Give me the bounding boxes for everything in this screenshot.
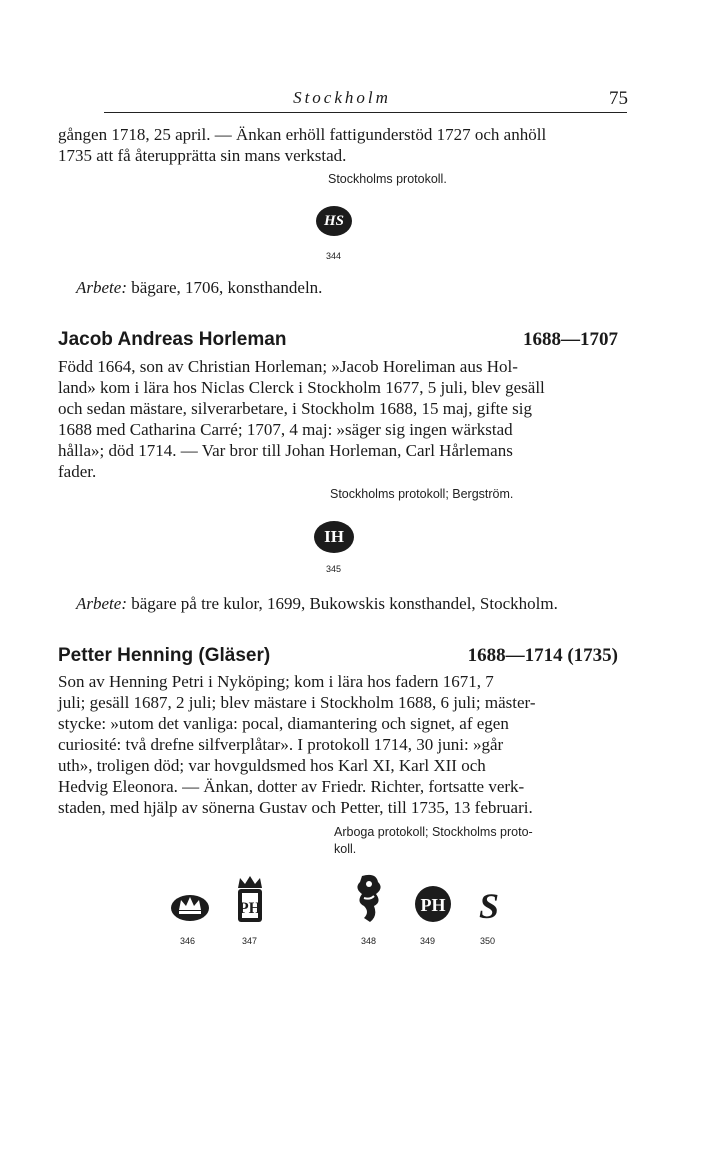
mark-number: 346 <box>180 936 196 946</box>
lion-hallmark-icon <box>352 872 386 926</box>
entry-years: 1688—1714 (1735) <box>467 645 618 666</box>
work-label: Arbete: <box>76 278 127 297</box>
horleman-paragraph <box>58 356 618 482</box>
running-head: Stockholm <box>293 88 391 107</box>
crown-hallmark-icon <box>170 888 210 922</box>
hallmark-344-icon: HS <box>316 206 352 236</box>
para-line: Född 1664, son av Christian Horleman; »Jacob Horeliman aus Hol- <box>58 357 518 376</box>
script-s-hallmark-icon <box>474 884 504 926</box>
para-line: Hedvig Eleonora. — Änkan, dotter av Friedr. Richter, fortsatte verk- <box>58 777 525 796</box>
svg-text:PH: PH <box>238 900 262 917</box>
entry-heading-horleman <box>58 329 618 351</box>
horleman-work <box>76 594 558 614</box>
para-line: land» kom i lära hos Niclas Clerck i Stockholm 1677, 5 juli, blev gesäll <box>58 378 545 397</box>
henning-source-line1: Arboga protokoll; Stockholms proto- <box>334 825 533 839</box>
entry-name: Petter Henning (Gläser) <box>58 645 271 666</box>
page-number: 75 <box>609 88 628 109</box>
intro-paragraph <box>58 124 618 166</box>
intro-source: Stockholms protokoll. <box>328 172 447 186</box>
work-text: bägare, 1706, konsthandeln. <box>126 278 323 297</box>
mark-number: 349 <box>420 936 436 946</box>
crowned-ph-hallmark-icon <box>232 874 268 924</box>
ph-circle-hallmark-icon <box>414 884 452 924</box>
mark-number: 344 <box>326 251 342 261</box>
para-line: juli; gesäll 1687, 2 juli; blev mästare i Stockholm 1688, 6 juli; mäster- <box>58 693 536 712</box>
henning-paragraph <box>58 671 618 818</box>
para-line: curiosité: två drefne silfverplåtar». I protokoll 1714, 30 juni: »går <box>58 735 504 754</box>
intro-line: gången 1718, 25 april. — Änkan erhöll fattigunderstöd 1727 och anhöll <box>58 125 547 144</box>
mark-number: 348 <box>361 936 377 946</box>
para-line: 1688 med Catharina Carré; 1707, 4 maj: »säger sig ingen wärkstad <box>58 420 513 439</box>
para-line: staden, med hjälp av sönerna Gustav och Petter, till 1735, 13 februari. <box>58 798 533 817</box>
mark-number: 345 <box>326 564 342 574</box>
para-line: Son av Henning Petri i Nyköping; kom i lära hos fadern 1671, 7 <box>58 672 494 691</box>
entry-years: 1688—1707 <box>523 329 618 350</box>
intro-work <box>76 278 322 298</box>
horleman-source: Stockholms protokoll; Bergström. <box>330 487 514 501</box>
henning-source-line2: koll. <box>334 842 357 856</box>
entry-heading-henning <box>58 645 618 667</box>
svg-text:PH: PH <box>420 895 446 915</box>
para-line: stycke: »utom det vanliga: pocal, diamantering och signet, af egen <box>58 714 509 733</box>
para-line: hålla»; död 1714. — Var bror till Johan Horleman, Carl Hårlemans <box>58 441 513 460</box>
entry-name: Jacob Andreas Horleman <box>58 329 287 350</box>
intro-line: 1735 att få återupprätta sin mans verkstad. <box>58 146 347 165</box>
mark-number: 347 <box>242 936 258 946</box>
para-line: och sedan mästare, silverarbetare, i Stockholm 1688, 15 maj, gifte sig <box>58 399 532 418</box>
mark-number: 350 <box>480 936 496 946</box>
header-rule <box>104 112 627 113</box>
svg-text:S: S <box>478 886 500 926</box>
work-label: Arbete: <box>76 594 127 613</box>
work-text: bägare på tre kulor, 1699, Bukowskis konsthandel, Stockholm. <box>126 594 558 613</box>
para-line: uth», troligen död; var hovguldsmed hos Karl XI, Karl XII och <box>58 756 486 775</box>
hallmark-345-icon: IH <box>314 521 354 553</box>
para-line: fader. <box>58 462 97 481</box>
